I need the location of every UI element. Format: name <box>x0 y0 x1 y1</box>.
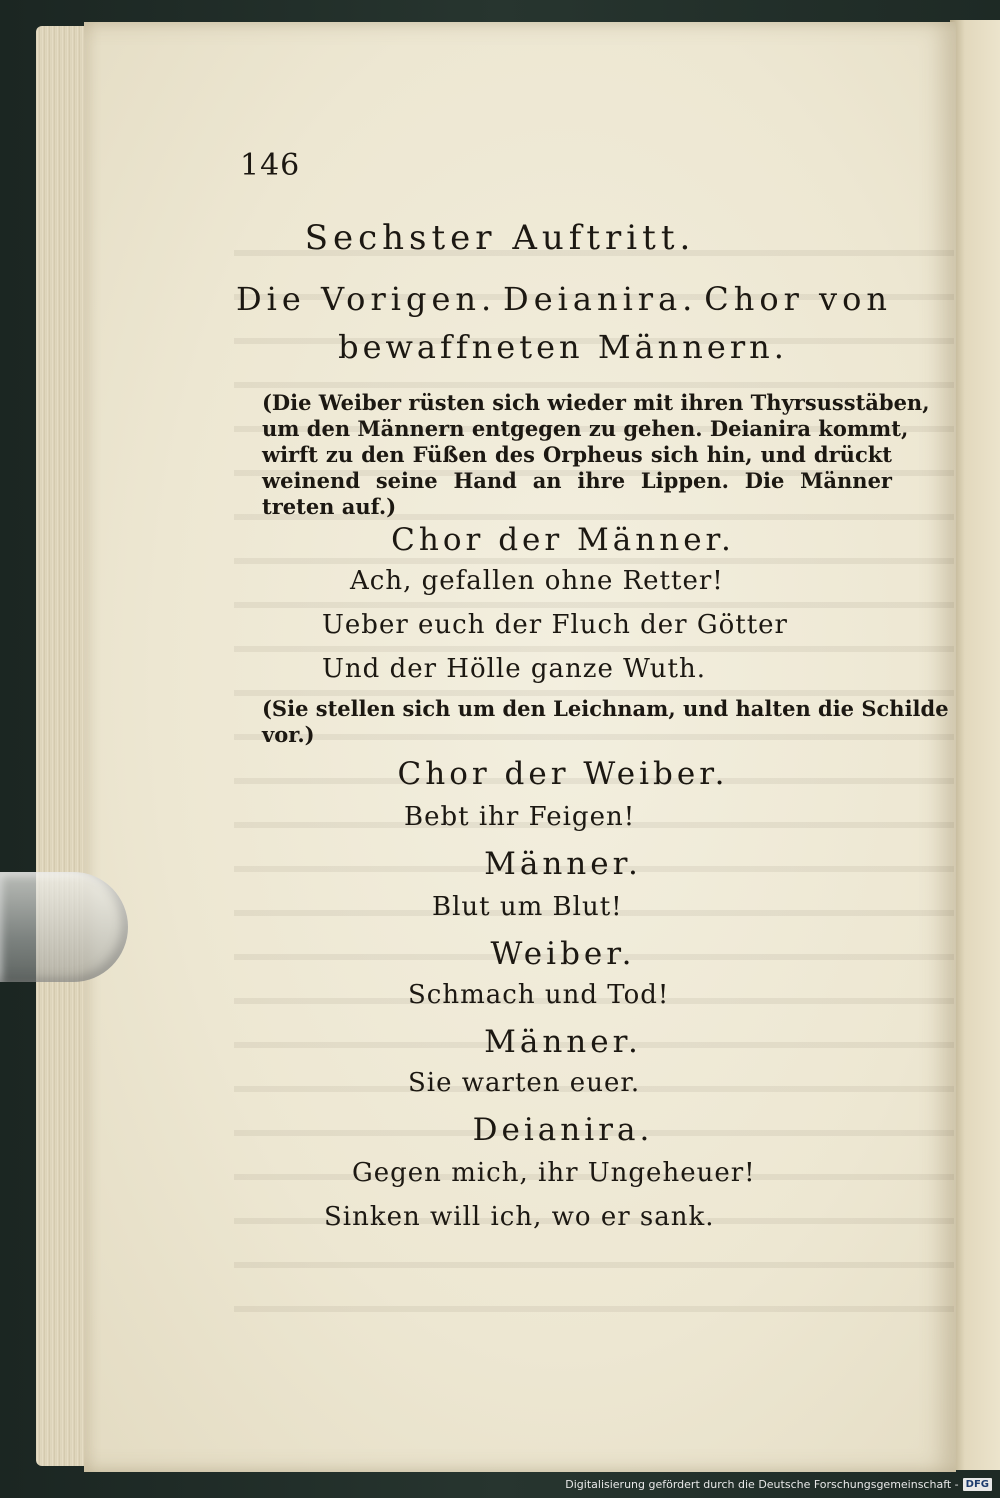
stage-direction-line: vor.) <box>262 722 315 747</box>
stage-direction-line: weinend seine Hand an ihre Lippen. Die Männer <box>262 468 892 493</box>
cast-line-2: bewaffneten Männern. <box>338 328 788 366</box>
cast-item: Chor von <box>704 280 892 318</box>
dfg-logo-icon: DFG <box>963 1478 992 1491</box>
speaker-heading: Männer. <box>484 846 642 882</box>
stage-direction-line: um den Männern entgegen zu gehen. Deianira kommt, <box>262 416 909 441</box>
verse-line: Blut um Blut! <box>432 892 623 922</box>
speaker-heading: Chor der Männer. <box>391 522 735 558</box>
verse-line: Ueber euch der Fluch der Götter <box>322 610 788 640</box>
verse-line: Gegen mich, ihr Ungeheuer! <box>352 1158 756 1188</box>
cast-line-1 <box>236 280 892 318</box>
cast-item: Die Vorigen. <box>236 280 497 318</box>
stage-direction <box>262 390 930 520</box>
cast-item: Deianira. <box>503 280 698 318</box>
page-holder-thumb <box>0 872 128 982</box>
speaker-heading: Deianira. <box>472 1112 654 1148</box>
verse-line: Bebt ihr Feigen! <box>404 802 636 832</box>
verse-line: Ach, gefallen ohne Retter! <box>350 566 724 596</box>
verse-line: Sie warten euer. <box>408 1068 641 1098</box>
speaker-heading: Männer. <box>484 1024 642 1060</box>
scene-title: Sechster Auftritt. <box>304 218 696 258</box>
verse-line: Schmach und Tod! <box>408 980 670 1010</box>
page-number: 146 <box>240 148 301 183</box>
verse-line: Sinken will ich, wo er sank. <box>324 1202 715 1232</box>
stage-direction-line: (Sie stellen sich um den Leichnam, und halten die Schilde <box>262 696 949 721</box>
credit-text: Digitalisierung gefördert durch die Deutsche Forschungsgemeinschaft - <box>565 1478 959 1491</box>
stage-direction <box>262 696 949 748</box>
stage-direction-line: wirft zu den Füßen des Orpheus sich hin, und drückt <box>262 442 892 467</box>
digitization-credit <box>565 1478 992 1491</box>
speaker-heading: Weiber. <box>490 936 636 972</box>
stage-direction-line: treten auf.) <box>262 494 397 519</box>
verse-line: Und der Hölle ganze Wuth. <box>322 654 707 684</box>
stage-direction-line: (Die Weiber rüsten sich wieder mit ihren Thyrsusstäben, <box>262 390 930 415</box>
speaker-heading: Chor der Weiber. <box>397 756 729 792</box>
